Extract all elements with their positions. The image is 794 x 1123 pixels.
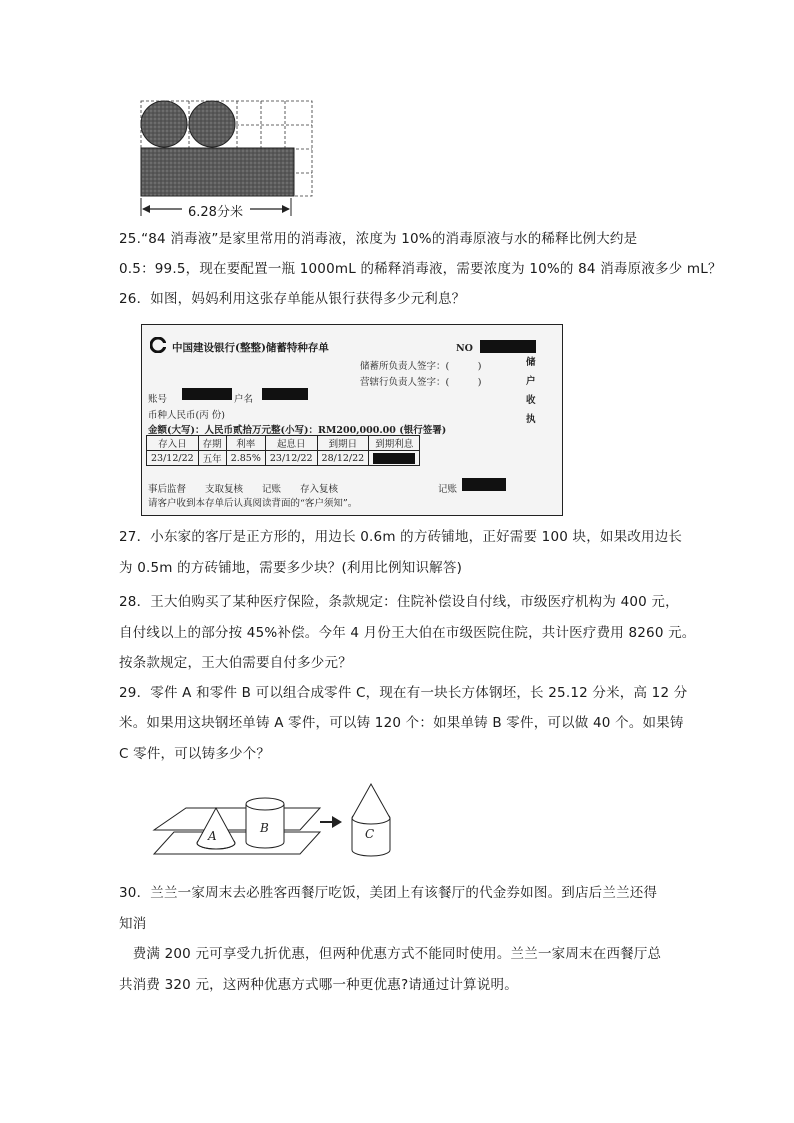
q25-line-1: 25.“84 消毒液”是家里常用的消毒液，浓度为 10%的消毒原液与水的稀释比例大约是 <box>119 231 638 247</box>
header-cell: 到期日 <box>317 436 369 451</box>
circle-shape-1 <box>141 101 187 147</box>
q28-line-2: 自付线以上的部分按 45%补偿。今年 4 月份王大伯在市级医院住院，共计医疗费用 8260 元。 <box>119 625 696 641</box>
slip-amount: 金额(大写)：人民币贰拾万元整(小写)：RM200,000.00 (银行签署) <box>148 425 447 436</box>
table-cell: 23/12/22 <box>265 451 317 466</box>
slip-sign-2: 营辖行负责人签字：( ) <box>360 377 482 388</box>
part-c-label: C <box>365 827 375 841</box>
redacted-name <box>262 388 308 400</box>
q28-line-3: 按条款规定，王大伯需要自付多少元？ <box>119 655 352 671</box>
slip-table-header <box>147 436 420 451</box>
bank-logo-icon <box>150 337 166 353</box>
rectangle-shape <box>141 148 294 196</box>
q30-line-1: 30．兰兰一家周末去必胜客西餐厅吃饭，美团上有该餐厅的代金券如图。到店后兰兰还得 <box>119 885 658 901</box>
header-cell: 存期 <box>198 436 226 451</box>
q26-line-1: 26．如图，妈妈利用这张存单能从银行获得多少元利息？ <box>119 291 466 307</box>
q27-line-2: 为 0.5m 的方砖铺地，需要多少块？(利用比例知识解答) <box>119 560 463 576</box>
slip-title: 中国建设银行(整整)储蓄特种存单 <box>172 342 329 354</box>
q28-line-1: 28．王大伯购买了某种医疗保险，条款规定：住院补偿设自付线，市级医疗机构为 400 元， <box>119 594 679 610</box>
q29-line-1: 29．零件 A 和零件 B 可以组合成零件 C，现在有一块长方体钢坯，长 25.12 分米，高 12 分 <box>119 685 688 701</box>
slip-side-text: 储户收执 <box>526 357 536 425</box>
part-c-shape <box>352 784 390 856</box>
slip-table <box>146 435 420 466</box>
slip-table-row <box>147 451 420 466</box>
redacted-clerk <box>462 478 506 491</box>
table-cell: 五年 <box>198 451 226 466</box>
q30-line-4: 共消费 320 元，这两种优惠方式哪一种更优惠?请通过计算说明。 <box>119 977 518 993</box>
header-cell: 存入日 <box>147 436 199 451</box>
slip-footer-1b: 记账 <box>438 484 458 495</box>
q29-line-3: C 零件，可以铸多少个？ <box>119 746 271 762</box>
header-cell: 到期利息 <box>369 436 420 451</box>
slip-name-label: 户名 <box>234 394 254 405</box>
q27-line-1: 27．小东家的客厅是正方形的，用边长 0.6m 的方砖铺地，正好需要 100 块，如果改用边长 <box>119 529 683 545</box>
header-cell: 利率 <box>226 436 265 451</box>
slip-no-label: NO <box>456 343 473 354</box>
part-a-label: A <box>208 829 217 843</box>
dimension-label: 6.28分米 <box>186 201 245 220</box>
slip-account-label: 账号 <box>148 394 168 405</box>
redacted-account <box>182 388 232 400</box>
redacted-serial <box>480 340 536 353</box>
parts-figure <box>150 780 410 862</box>
header-cell: 起息日 <box>265 436 317 451</box>
slip-footer-2: 请客户收到本存单后认真阅读背面的“客户须知”。 <box>148 498 358 509</box>
slip-footer-1: 事后监督 支取复核 记账 存入复核 <box>148 484 339 495</box>
bank-deposit-slip <box>141 324 563 516</box>
table-cell: 28/12/22 <box>317 451 369 466</box>
arrow-right-icon <box>332 816 342 828</box>
q30-line-2: 知消 <box>119 916 147 932</box>
slip-sign-1: 储蓄所负责人签字：( ) <box>360 361 482 372</box>
slip-currency: 币种人民币(丙 份) <box>148 410 225 421</box>
q30-line-3: 费满 200 元可享受九折优惠，但两种优惠方式不能同时使用。兰兰一家周末在西餐厅总 <box>119 946 662 962</box>
part-b-label: B <box>260 821 269 835</box>
table-cell-redacted <box>369 451 420 466</box>
circles-grid-figure <box>138 98 318 218</box>
q25-line-2: 0.5：99.5，现在要配置一瓶 1000mL 的稀释消毒液，需要浓度为 10%的 84 消毒原液多少 mL？ <box>119 261 722 277</box>
q29-line-2: 米。如果用这块钢坯单铸 A 零件，可以铸 120 个：如果单铸 B 零件，可以做 40 个。如果铸 <box>119 715 684 731</box>
table-cell: 23/12/22 <box>147 451 199 466</box>
table-cell: 2.85% <box>226 451 265 466</box>
circle-shape-2 <box>189 101 235 147</box>
